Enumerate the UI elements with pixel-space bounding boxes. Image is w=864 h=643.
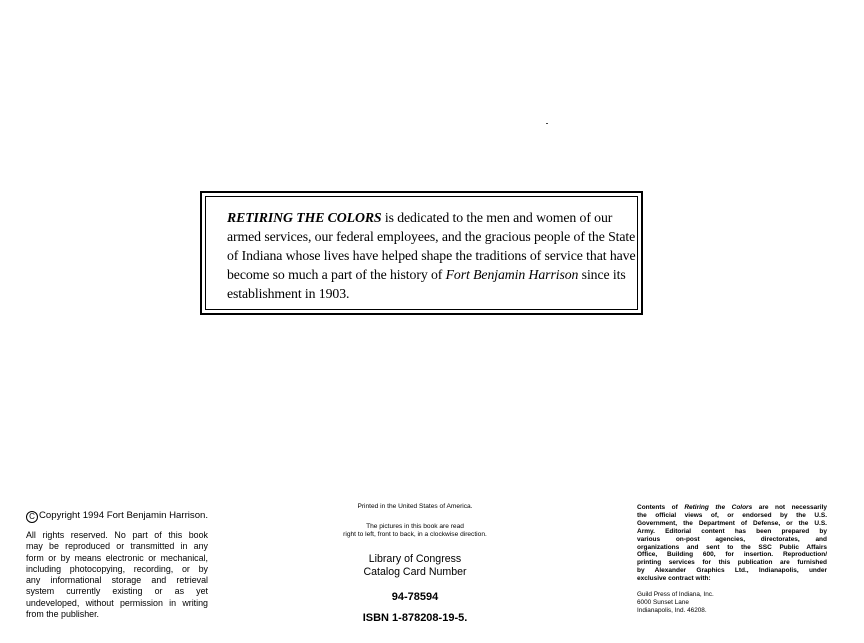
publication-info xyxy=(330,503,500,624)
disclaimer-line: Office, Building 600, for insertion. Reproduction/ xyxy=(637,551,827,559)
stray-mark xyxy=(546,123,548,124)
disclaimer-line: organizations and sent to the SSC Public Affairs xyxy=(637,543,827,551)
pictures-line: right to left, front to back, in a clockwise direction. xyxy=(343,531,487,538)
copyright-text: Copyright 1994 Fort Benjamin Harrison. xyxy=(39,510,209,521)
library-of-congress-label xyxy=(330,553,500,579)
disclaimer-line: printing services for this publication are furnished xyxy=(637,559,827,567)
pictures-line: The pictures in this book are read xyxy=(366,523,464,530)
printer-line: Indianapolis, Ind. 46208. xyxy=(637,607,707,614)
disclaimer-suffix: are not necessarily xyxy=(752,504,828,511)
disclaimer-line: Government, the Department of Defense, or the U.S. xyxy=(637,519,827,527)
rights-line: may be reproduced or transmitted in any xyxy=(26,541,208,552)
loc-line: Library of Congress xyxy=(368,553,462,565)
rights-line: undeveloped, without permission in writing xyxy=(26,597,208,608)
dedication-box xyxy=(200,191,643,315)
rights-line: All rights reserved. No part of this book xyxy=(26,530,208,540)
dedication-ending: since its establishment in 1903. xyxy=(227,267,626,301)
rights-line: any informational storage and retrieval xyxy=(26,575,208,586)
dedication-fort-name: Fort Benjamin Harrison xyxy=(445,267,579,282)
dedication-paragraph xyxy=(227,208,647,303)
dedication-inner-border xyxy=(205,196,638,310)
rights-line: including photocopying, recording, or by xyxy=(26,563,208,574)
disclaimer-line: Army. Editorial content has been prepared by xyxy=(637,527,827,535)
dedication-book-title: RETIRING THE COLORS xyxy=(227,210,382,225)
dedication-body: is dedicated to the men and women of our armed services, our federal employees, and the gracious people of the State of Indiana whose lives have helped shape the traditions of service that have become so much a part of the history of xyxy=(227,210,636,282)
printer-address xyxy=(637,591,714,615)
rights-line: from the publisher. xyxy=(26,609,100,620)
printer-line: Guild Press of Indiana, Inc. xyxy=(637,591,714,598)
rights-line: system currently existing or as yet xyxy=(26,586,208,597)
disclaimer-notice xyxy=(637,504,827,583)
disclaimer-line: exclusive contract with: xyxy=(637,575,711,583)
disclaimer-line: various on-post agencies, directorates, and xyxy=(637,535,827,543)
disclaimer-line xyxy=(637,504,827,512)
disclaimer-line: by Alexander Graphics Ltd., Indianapolis, under xyxy=(637,567,827,575)
pictures-reading-notice xyxy=(330,523,500,539)
loc-line: Catalog Card Number xyxy=(363,565,467,578)
disclaimer-book-title: Retiring the Colors xyxy=(684,504,753,511)
rights-reserved-notice xyxy=(26,530,208,620)
disclaimer-prefix: Contents of xyxy=(637,504,685,511)
printer-line: 6000 Sunset Lane xyxy=(637,599,689,606)
rights-line: form or by means electronic or mechanical, xyxy=(26,552,208,563)
disclaimer-line: the official views of, or endorsed by the U.S. xyxy=(637,511,827,519)
copyright-line xyxy=(26,509,208,523)
printed-in-notice: Printed in the United States of America. xyxy=(357,503,473,510)
isbn: ISBN 1-878208-19-5. xyxy=(362,611,468,624)
copyright-icon: C xyxy=(26,511,38,523)
catalog-card-number: 94-78594 xyxy=(391,590,439,603)
